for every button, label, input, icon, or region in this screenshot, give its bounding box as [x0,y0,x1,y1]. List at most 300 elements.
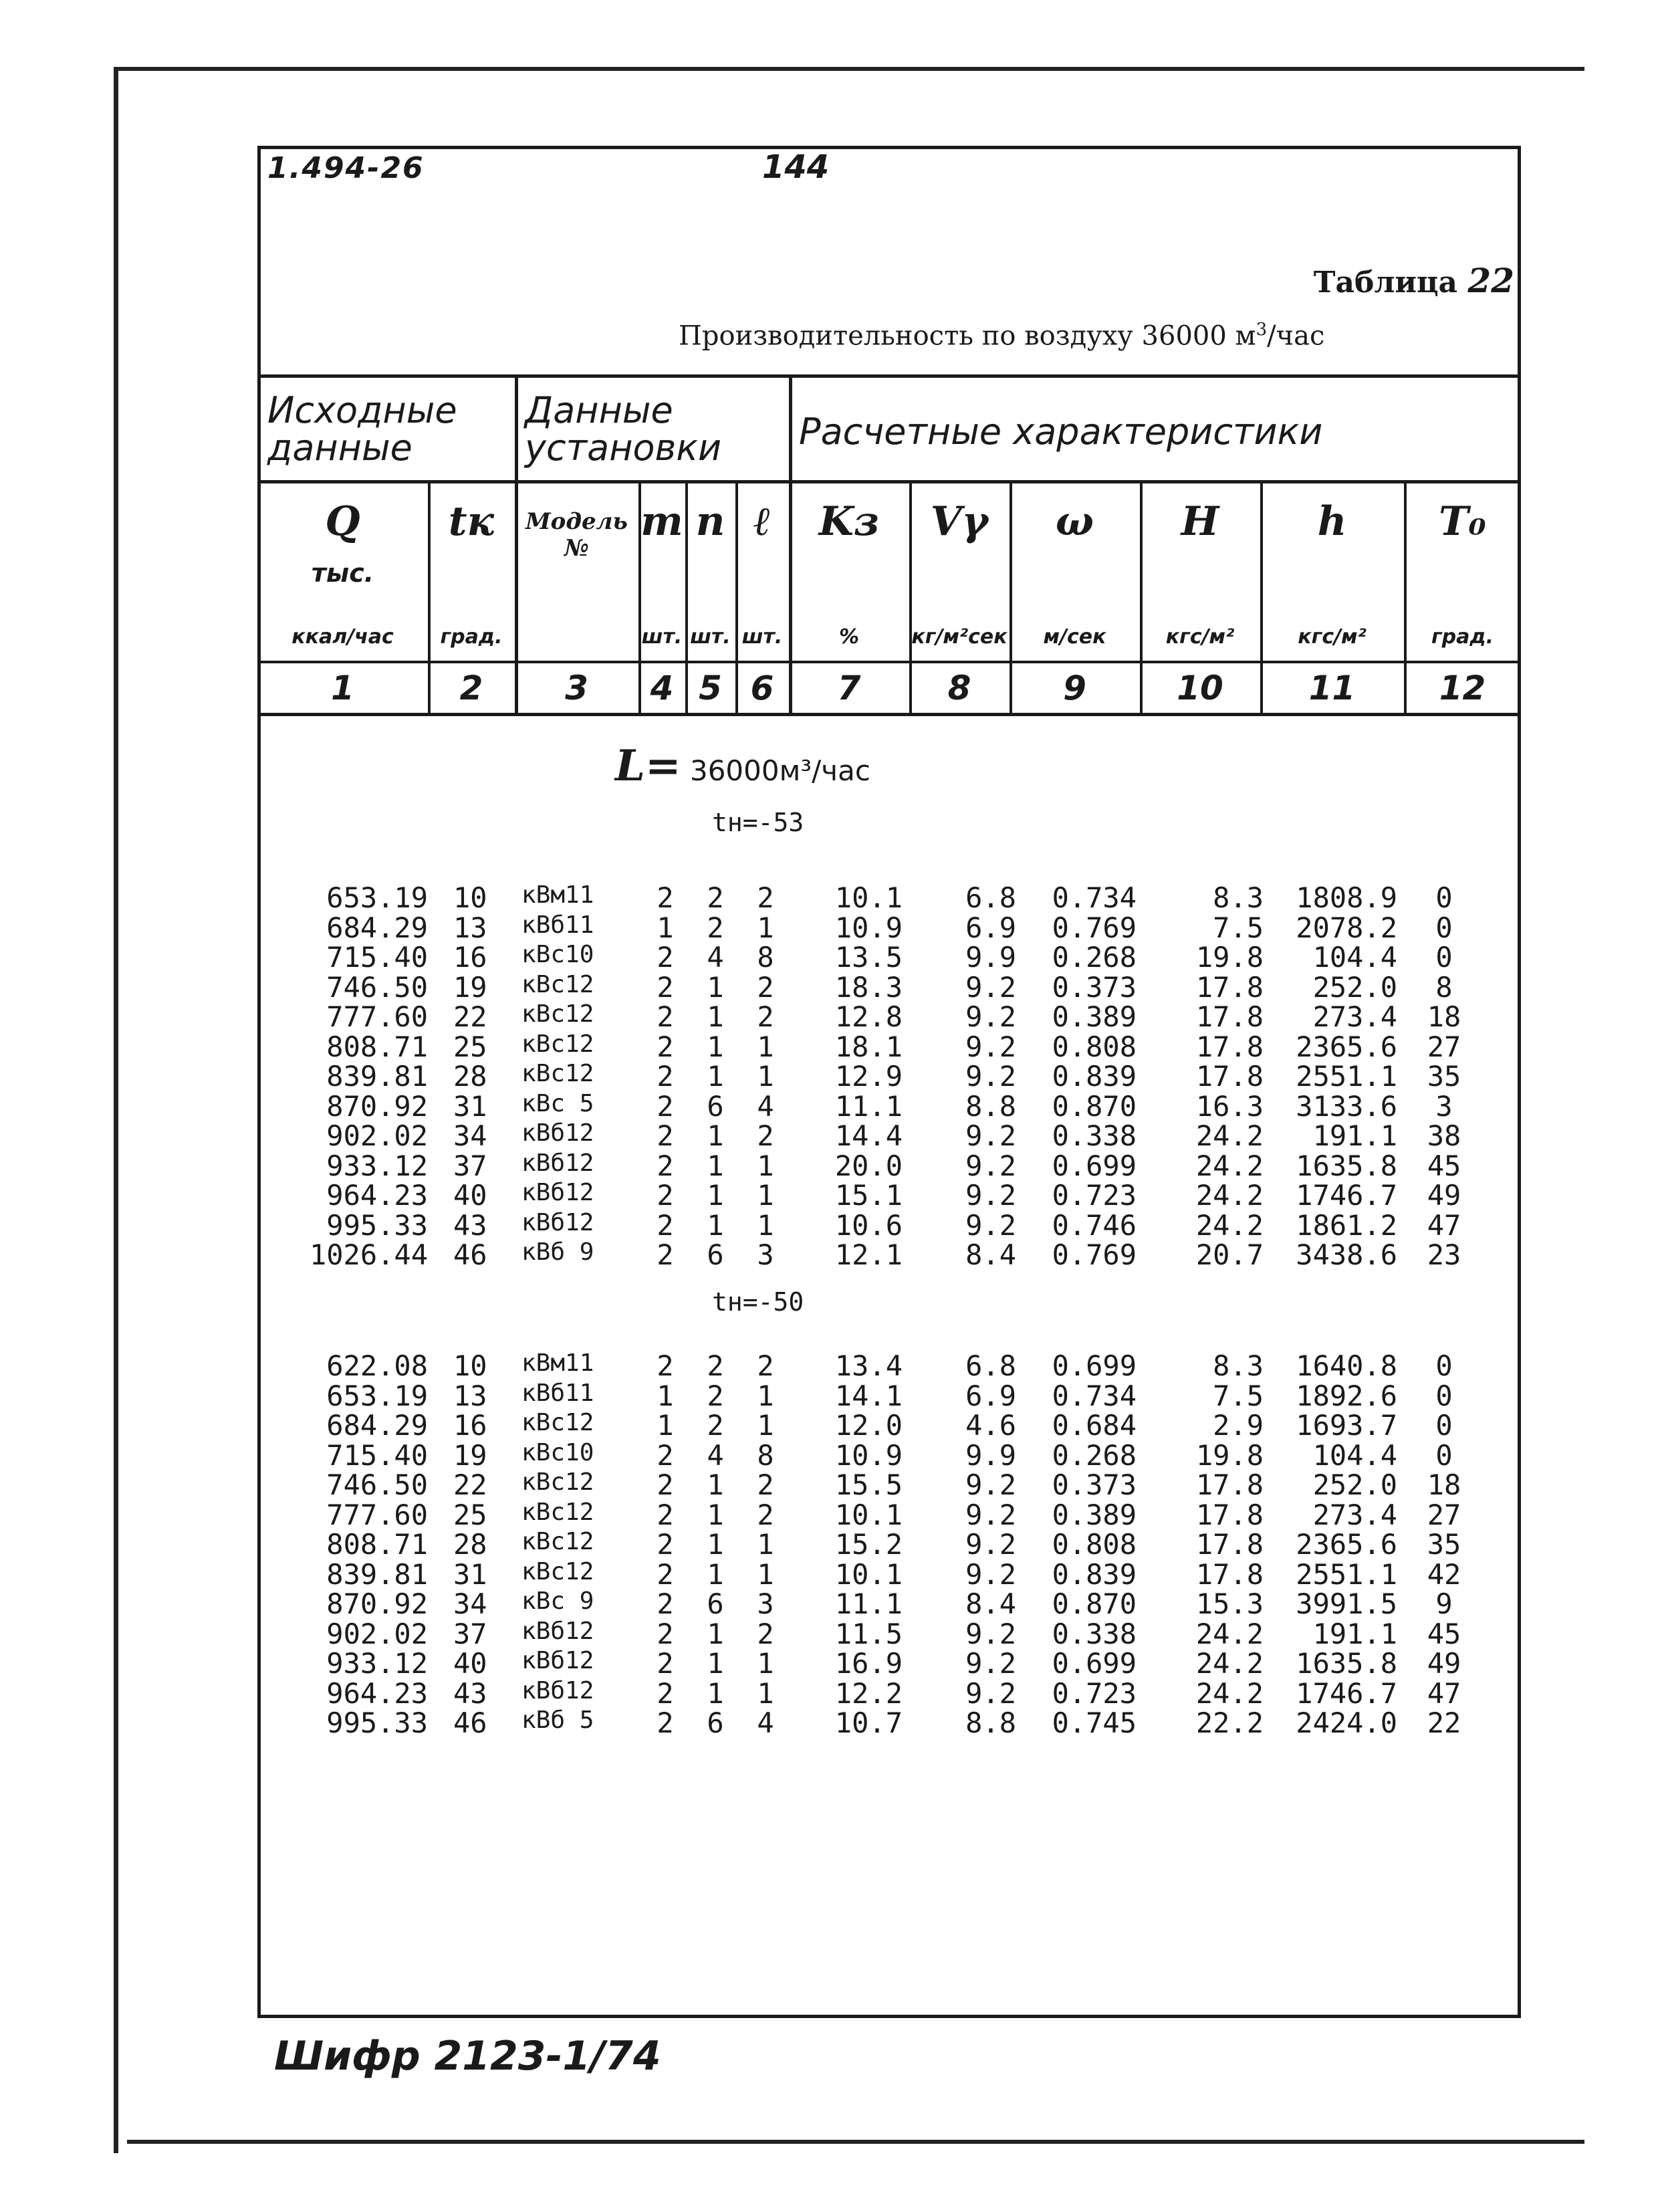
column-symbol: H [1181,498,1219,545]
table-cell: 20.0 [834,1149,903,1182]
table-cell: 715.40 [326,941,428,974]
table-cell: 0.699 [1052,1149,1137,1182]
table-cell: 46 [453,1706,487,1739]
section-title: tн=-50 [712,1287,804,1317]
table-cell: 9.2 [965,1208,1016,1242]
table-cell: 0.769 [1052,911,1137,944]
table-cell: 38 [1427,1119,1461,1152]
table-cell: 2 [707,1379,724,1412]
table-cell: 17.8 [1195,970,1264,1004]
table-cell: 6.9 [965,911,1016,944]
table-cell: 0.808 [1052,1528,1137,1561]
table-cell: 10 [453,881,487,914]
table-cell: 0 [1435,941,1453,974]
table-cell: 17.8 [1195,1498,1264,1531]
column-unit: кгс/м² [1165,625,1235,649]
table-cell: 1 [707,1617,724,1650]
table-cell: 4 [757,1706,774,1739]
table-cell: 870.92 [326,1587,428,1620]
table-cell: кВс12 [521,1409,594,1436]
column-number: 11 [1308,669,1356,707]
table-cell: 933.12 [326,1149,428,1182]
table-cell: 10.6 [834,1208,903,1242]
column-symbol: ω [1055,498,1094,545]
table-cell: 24.2 [1195,1119,1264,1152]
caption-tail: /час [1267,320,1325,352]
table-cell: 2 [707,881,724,914]
table-cell: 2 [657,1238,674,1271]
table-cell: 6 [707,1587,724,1620]
table-cell: 2551.1 [1296,1060,1397,1093]
table-cell: 22 [1427,1706,1461,1739]
column-number: 12 [1439,669,1486,707]
table-cell: 1 [757,1060,774,1093]
table-label: Таблица [1313,265,1458,300]
table-cell: 11.1 [834,1587,903,1620]
table-cell: 653.19 [326,881,428,914]
table-cell: 9.9 [965,1438,1016,1472]
table-cell: 2 [757,1498,774,1531]
column-unit: град. [440,625,503,649]
table-cell: 9.2 [965,1000,1016,1033]
table-cell: 1 [707,1498,724,1531]
table-cell: 1 [757,1149,774,1182]
column-symbol: Kз [818,498,880,545]
outer-frame-top [114,67,1584,71]
table-cell: 9.2 [965,1647,1016,1680]
flow-rate-line [615,741,870,791]
table-cell: 3438.6 [1296,1238,1397,1271]
table-cell: 1 [707,1528,724,1561]
table-cell: 839.81 [326,1557,428,1591]
table-cell: 17.8 [1195,1060,1264,1093]
table-cell: 902.02 [326,1119,428,1152]
table-cell: кВс12 [521,1528,594,1555]
table-cell: 6.8 [965,1349,1016,1382]
table-cell: 777.60 [326,1498,428,1531]
table-cell: кВб12 [521,1149,594,1177]
table-cell: 1 [757,1676,774,1710]
table-cell: 17.8 [1195,1000,1264,1033]
table-cell: 3133.6 [1296,1089,1397,1123]
table-cell: 11.5 [834,1617,903,1650]
table-cell: 9.2 [965,1149,1016,1182]
table-cell: 2551.1 [1296,1557,1397,1591]
table-cell: 49 [1427,1179,1461,1212]
table-cell: 15.1 [834,1179,903,1212]
table-cell: 2 [657,1179,674,1212]
table-cell: 12.9 [834,1060,903,1093]
table-cell: 1635.8 [1296,1647,1397,1680]
column-number: 9 [1063,669,1086,707]
table-cell: 28 [453,1528,487,1561]
table-cell: 16 [453,1409,487,1442]
table-cell: 1 [757,1409,774,1442]
table-cell: 9.2 [965,1060,1016,1093]
table-cell: 16.9 [834,1647,903,1680]
column-unit: ккал/час [291,625,394,649]
table-cell: 45 [1427,1617,1461,1650]
table-cell: 9.9 [965,941,1016,974]
table-cell: 964.23 [326,1676,428,1710]
table-cell: 15.5 [834,1468,903,1501]
table-cell: 3 [1435,1089,1453,1123]
table-cell: 622.08 [326,1349,428,1382]
table-cell: 6 [707,1089,724,1123]
table-cell: 273.4 [1312,1000,1397,1033]
column-number: 3 [565,669,588,707]
table-cell: 22 [453,1468,487,1501]
table-cell: 0 [1435,911,1453,944]
table-cell: 3 [757,1587,774,1620]
table-cell: 1808.9 [1296,881,1397,914]
table-cell: 10.1 [834,881,903,914]
table-cell: 13.4 [834,1349,903,1382]
table-cell: 2 [657,881,674,914]
table-cell: 9.2 [965,1557,1016,1591]
table-cell: 0.338 [1052,1119,1137,1152]
table-cell: 0.808 [1052,1030,1137,1063]
table-cell: 9.2 [965,1030,1016,1063]
table-cell: кВб12 [521,1617,594,1645]
table-cell: 2 [657,1030,674,1063]
table-cell: 17.8 [1195,1030,1264,1063]
table-cell: 1640.8 [1296,1349,1397,1382]
table-cell: кВб11 [521,911,594,939]
table-cell: 7.5 [1213,911,1264,944]
table-cell: 902.02 [326,1617,428,1650]
table-cell: 1 [757,1208,774,1242]
table-cell: 17.8 [1195,1468,1264,1501]
column-symbol: Vγ [930,498,989,545]
table-number: 22 [1467,261,1514,300]
table-cell: 191.1 [1312,1617,1397,1650]
table-cell: 1861.2 [1296,1208,1397,1242]
table-cell: 0.745 [1052,1706,1137,1739]
table-cell: 34 [453,1119,487,1152]
table-cell: 46 [453,1238,487,1271]
table-cell: 0 [1435,881,1453,914]
column-number: 6 [750,669,774,707]
table-cell: 839.81 [326,1060,428,1093]
table-cell: 0 [1435,1349,1453,1382]
table-cell: 2 [657,1438,674,1472]
table-cell: 2 [657,941,674,974]
table-cell: 10.9 [834,1438,903,1472]
table-cell: 2.9 [1213,1409,1264,1442]
column-number: 7 [837,669,861,707]
table-cell: 746.50 [326,970,428,1004]
table-cell: 2 [757,881,774,914]
table-cell: 9.2 [965,1498,1016,1531]
cipher-code: Шифр 2123-1/74 [274,2033,661,2080]
table-cell: 1 [707,1647,724,1680]
table-cell: 1 [707,1468,724,1501]
table-cell: 2 [757,1468,774,1501]
column-number: 5 [699,669,722,707]
table-cell: 24.2 [1195,1617,1264,1650]
table-cell: 18 [1427,1468,1461,1501]
table-cell: кВс10 [521,1438,594,1466]
table-cell: 13 [453,911,487,944]
table-cell: 13 [453,1379,487,1412]
table-cell: 1 [707,1208,724,1242]
column-number: 4 [650,669,674,707]
table-cell: 2 [657,1706,674,1739]
flow-value: 36000м³/час [689,754,870,787]
table-cell: 2 [657,970,674,1004]
table-cell: 10.9 [834,911,903,944]
table-cell: 8.3 [1213,881,1264,914]
table-cell: 9.2 [965,970,1016,1004]
flow-symbol: L= [615,741,681,791]
column-symbol: T₀ [1439,498,1486,545]
table-cell: 0.839 [1052,1060,1137,1093]
column-number: 1 [331,669,354,707]
column-unit: кгс/м² [1298,625,1367,649]
table-cell: 8 [757,941,774,974]
table-cell: 4 [707,1438,724,1472]
table-cell: 24.2 [1195,1208,1264,1242]
column-unit: град. [1431,625,1494,649]
table-cell: 16.3 [1195,1089,1264,1123]
table-cell: кВс 5 [521,1089,594,1117]
table-cell: 2 [657,1000,674,1033]
table-cell: 2 [707,1409,724,1442]
table-cell: 684.29 [326,911,428,944]
table-cell: 4.6 [965,1409,1016,1442]
table-cell: 0.268 [1052,1438,1137,1472]
table-cell: 0.746 [1052,1208,1137,1242]
table-cell: 870.92 [326,1089,428,1123]
table-number-label [1314,261,1514,300]
table-cell: 31 [453,1089,487,1123]
table-cell: 40 [453,1179,487,1212]
table-cell: 8 [757,1438,774,1472]
column-number: 10 [1177,669,1223,707]
table-cell: 9.2 [965,1179,1016,1212]
column-symbol: n [695,498,725,545]
table-cell: 49 [1427,1647,1461,1680]
column-unit: кг/м²сек [911,625,1008,649]
table-cell: 0.723 [1052,1676,1137,1710]
table-cell: 1 [757,1557,774,1591]
table-cell: 1746.7 [1296,1676,1397,1710]
table-cell: 24.2 [1195,1149,1264,1182]
table-cell: 16 [453,941,487,974]
column-symbol: m [640,498,683,545]
caption-main: Производительность по воздуху 36000 м [679,320,1256,352]
table-cell: 12.2 [834,1676,903,1710]
table-cell: 2 [757,1349,774,1382]
table-cell: 40 [453,1647,487,1680]
table-cell: 3991.5 [1296,1587,1397,1620]
table-cell: 0.373 [1052,1468,1137,1501]
table-cell: 35 [1427,1528,1461,1561]
table-cell: 12.0 [834,1409,903,1442]
table-cell: 933.12 [326,1647,428,1680]
table-cell: 995.33 [326,1208,428,1242]
table-cell: кВс12 [521,1000,594,1028]
table-cell: кВб12 [521,1179,594,1206]
table-cell: кВс12 [521,1557,594,1585]
table-cell: кВс12 [521,1498,594,1526]
table-cell: 0.870 [1052,1587,1137,1620]
table-cell: 1 [707,1557,724,1591]
column-unit: шт. [690,625,731,649]
table-cell: 2 [757,1000,774,1033]
table-cell: кВс12 [521,970,594,998]
table-cell: 1 [707,1676,724,1710]
table-cell: 14.4 [834,1119,903,1152]
table-cell: 10.7 [834,1706,903,1739]
table-cell: 0.699 [1052,1349,1137,1382]
table-cell: 0.389 [1052,1498,1137,1531]
table-cell: 2 [707,911,724,944]
table-cell: 4 [757,1089,774,1123]
table-cell: 995.33 [326,1706,428,1739]
table-cell: 191.1 [1312,1119,1397,1152]
column-number: 8 [947,669,971,707]
table-cell: кВс10 [521,941,594,968]
table-cell: 43 [453,1208,487,1242]
column-symbol: Модель № [525,508,628,562]
table-cell: 1 [707,1060,724,1093]
document-code: 1.494-26 [267,151,425,185]
table-cell: 23 [1427,1238,1461,1271]
table-cell: 20.7 [1195,1238,1264,1271]
table-cell: 15.2 [834,1528,903,1561]
table-cell: 0 [1435,1438,1453,1472]
table-cell: 22 [453,1000,487,1033]
table-cell: 2 [757,1617,774,1650]
table-cell: 10.1 [834,1498,903,1531]
table-cell: 31 [453,1557,487,1591]
table-cell: 2 [657,1089,674,1123]
table-cell: 2078.2 [1296,911,1397,944]
table-cell: 1 [657,1379,674,1412]
table-cell: 0.684 [1052,1409,1137,1442]
table-cell: 0.699 [1052,1647,1137,1680]
table-cell: 1 [757,1647,774,1680]
table-cell: 684.29 [326,1409,428,1442]
table-cell: 25 [453,1030,487,1063]
table-cell: 746.50 [326,1468,428,1501]
table-cell: 0 [1435,1379,1453,1412]
table-cell: 1 [707,1149,724,1182]
table-cell: 273.4 [1312,1498,1397,1531]
table-cell: кВб12 [521,1676,594,1704]
table-cell: 2 [757,970,774,1004]
table-cell: 12.8 [834,1000,903,1033]
column-symbol: h [1317,498,1347,545]
table-cell: 2365.6 [1296,1528,1397,1561]
table-cell: 6 [707,1238,724,1271]
table-cell: 0.723 [1052,1179,1137,1212]
section-title: tн=-53 [712,808,804,837]
table-cell: 252.0 [1312,970,1397,1004]
table-cell: 42 [1427,1557,1461,1591]
table-cell: кВб12 [521,1208,594,1236]
table-cell: 9.2 [965,1468,1016,1501]
table-cell: 808.71 [326,1528,428,1561]
table-cell: 2 [657,1557,674,1591]
table-cell: 27 [1427,1030,1461,1063]
column-unit: шт. [741,625,783,649]
table-cell: 2 [657,1119,674,1152]
table-cell: 1 [657,1409,674,1442]
group-installation-data: Данные установки [525,389,722,469]
table-cell: 1 [707,970,724,1004]
table-cell: 2 [657,1528,674,1561]
table-cell: 6 [707,1706,724,1739]
table-cell: 1 [757,911,774,944]
table-cell: 2 [657,1647,674,1680]
table-cell: 9.2 [965,1119,1016,1152]
table-cell: 0.268 [1052,941,1137,974]
column-unit: м/сек [1043,625,1106,649]
table-cell: 8.3 [1213,1349,1264,1382]
table-cell: 252.0 [1312,1468,1397,1501]
table-cell: 2 [657,1498,674,1531]
table-cell: 14.1 [834,1379,903,1412]
table-cell: 22.2 [1195,1706,1264,1739]
column-symbol: Q [325,498,360,545]
table-cell: кВб12 [521,1647,594,1674]
table-cell: 8.4 [965,1587,1016,1620]
table-cell: 8.4 [965,1238,1016,1271]
table-cell: 1 [757,1379,774,1412]
table-cell: 2 [657,1468,674,1501]
table-cell: 9 [1435,1587,1453,1620]
table-cell: 24.2 [1195,1676,1264,1710]
table-cell: 1 [707,1000,724,1033]
table-cell: 37 [453,1617,487,1650]
table-cell: 2 [657,1149,674,1182]
table-cell: 10 [453,1349,487,1382]
table-cell: 18.1 [834,1030,903,1063]
table-cell: кВб 5 [521,1706,594,1734]
table-cell: 1 [757,1030,774,1063]
table-cell: 6.9 [965,1379,1016,1412]
table-cell: 45 [1427,1149,1461,1182]
column-symbol: tк [448,498,495,545]
table-cell: кВб 9 [521,1238,594,1266]
table-cell: 2 [657,1617,674,1650]
table-cell: 25 [453,1498,487,1531]
table-cell: 2 [707,1349,724,1382]
outer-frame-left [114,67,118,2153]
table-cell: 1746.7 [1296,1179,1397,1212]
table-cell: 19.8 [1195,941,1264,974]
table-cell: кВб11 [521,1379,594,1407]
table-cell: 1693.7 [1296,1409,1397,1442]
table-cell: 35 [1427,1060,1461,1093]
table-cell: 11.1 [834,1089,903,1123]
table-cell: 28 [453,1060,487,1093]
table-cell: 8.8 [965,1089,1016,1123]
table-cell: 2 [757,1119,774,1152]
table-cell: 0.839 [1052,1557,1137,1591]
table-cell: 715.40 [326,1438,428,1472]
table-cell: кВб12 [521,1119,594,1147]
table-cell: 12.1 [834,1238,903,1271]
table-cell: 8.8 [965,1706,1016,1739]
table-cell: кВс12 [521,1060,594,1087]
table-cell: кВм11 [521,1349,594,1377]
table-caption [679,320,1324,351]
table-cell: 19 [453,970,487,1004]
